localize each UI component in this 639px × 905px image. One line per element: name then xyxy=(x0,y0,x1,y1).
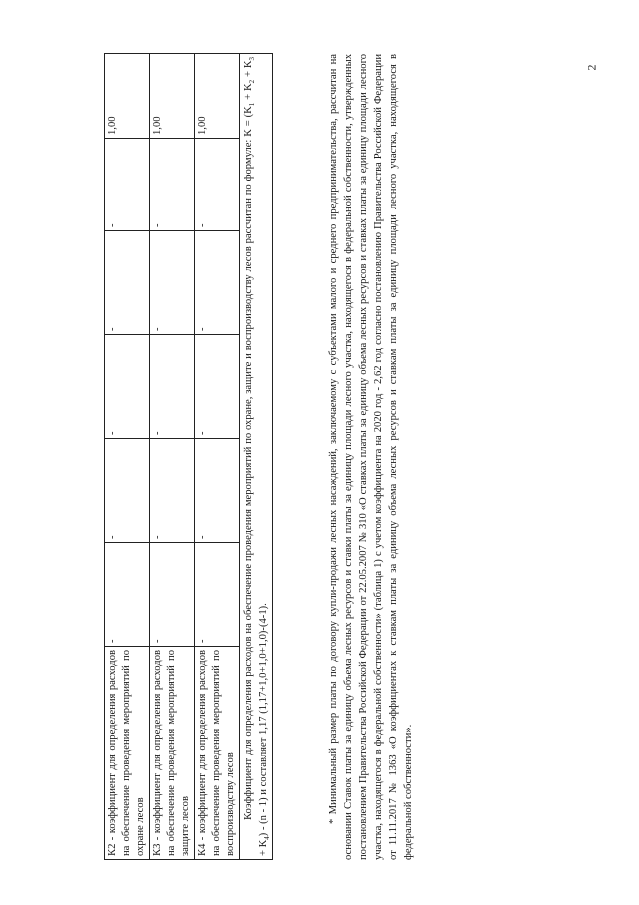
table-cell: - xyxy=(150,543,195,647)
table-cell: - xyxy=(150,231,195,335)
formula-cell xyxy=(240,54,273,860)
table-cell: - xyxy=(195,139,240,231)
coefficient-name-cell: К3 - коэффициент для определения расходов на обеспечение проведения мероприятий по защите лесов xyxy=(150,647,195,860)
formula-subscript: 4 xyxy=(263,836,272,840)
formula-subscript: 1 xyxy=(248,102,257,107)
formula-subscript: 3 xyxy=(248,56,257,61)
table-cell: - xyxy=(105,139,150,231)
table-row xyxy=(195,54,240,860)
formula-text: ) - (n - 1) и составляет 1,17 (1,17+1,0+1,0+1,0)-(4-1). xyxy=(258,603,269,837)
formula-subscript: 2 xyxy=(248,79,257,84)
table-cell: - xyxy=(195,231,240,335)
table-cell: - xyxy=(150,335,195,439)
table-cell: - xyxy=(105,543,150,647)
formula-text: + K xyxy=(258,839,269,856)
formula-text: + K xyxy=(243,60,254,80)
footnote-text: * Минимальный размер платы по договору купли-продажи лесных насаждений, заключаемому с субъектами малого и среднего предпринимательства, рассчитан на основании Ставок платы за единицу объема лесных ресурсов и ставки платы за единицу площади лесного участка, находящегося в федеральной собственности, утвержденных постановлением Правительства Российской Федерации от 22.05.2007 № 310 «О ставках платы за единицу объема лесных ресурсов и ставках платы за единицу площади лесного участка, находящегося в федеральной собственности» (таблица 1) с учетом коэффициента на 2020 год - 2,62 год согласно постановлению Правительства Российской Федерации от 11.11.2017 № 1363 «О коэффициентах к ставкам платы за единицу объема лесных ресурсов и ставкам платы за единицу площади лесного участка, находящегося в федеральной собственности». xyxy=(328,54,414,860)
rotated-page-content xyxy=(104,54,570,860)
table-row xyxy=(105,54,150,860)
table-cell: - xyxy=(105,439,150,543)
table-cell: - xyxy=(195,335,240,439)
table-cell: 1,00 xyxy=(150,54,195,139)
coefficient-name-cell: К4 - коэффициент для определения расходов на обеспечение проведения мероприятий по воспроизводству лесов xyxy=(195,647,240,860)
table-cell: - xyxy=(150,439,195,543)
footnote xyxy=(326,54,416,860)
page-number: 2 xyxy=(584,64,599,71)
table-cell: - xyxy=(195,439,240,543)
coefficient-table xyxy=(104,53,273,860)
table-cell: - xyxy=(195,543,240,647)
table-cell: - xyxy=(105,335,150,439)
coefficient-name-cell: К2 - коэффициент для определения расходов на обеспечение проведения мероприятий по охране лесов xyxy=(105,647,150,860)
formula-text: + K xyxy=(243,83,254,103)
table-cell: 1,00 xyxy=(105,54,150,139)
table-cell: - xyxy=(150,139,195,231)
table-row xyxy=(150,54,195,860)
formula-row xyxy=(240,54,273,860)
formula-text: Коэффициент для определения расходов на обеспечение проведения мероприятий по охране, защите и воспроизводству лесов рассчитан по формуле: K = (K xyxy=(243,106,254,820)
table-cell: - xyxy=(105,231,150,335)
table-cell: 1,00 xyxy=(195,54,240,139)
